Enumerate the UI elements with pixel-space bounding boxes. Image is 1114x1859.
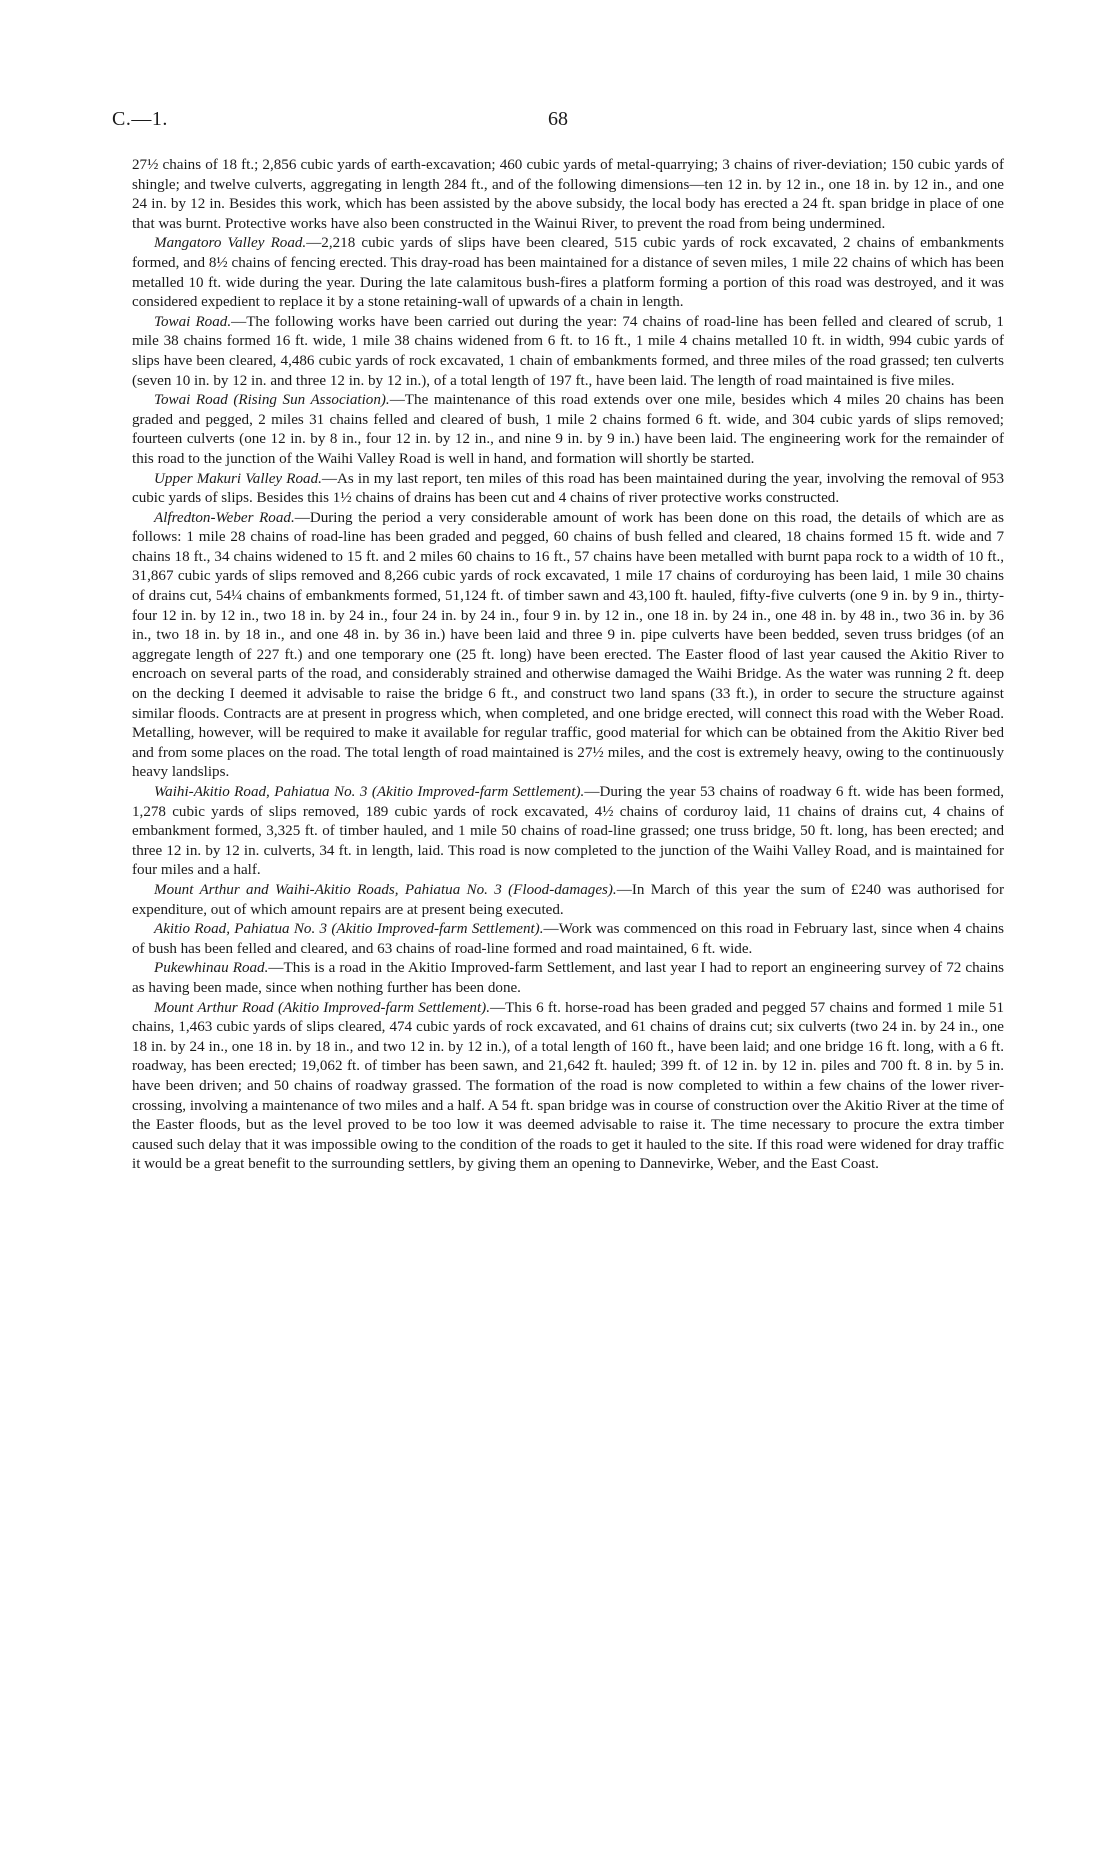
paragraph-title: Pukewhinau Road. <box>154 960 269 977</box>
paragraph-text: 27½ chains of 18 ft.; 2,856 cubic yards of earth-excavation; 460 cubic yards of metal-quarrying; 3 chains of river-deviation; 150 cubic yards of shingle; and twelve culverts, aggregating in length 284 ft., and of the following dimensions—ten 12 in. by 12 in., one 18 in. by 12 in., and one 24 in. by 12 in. Besides this work, which has been assisted by the above subsidy, the local body has erected a 24 ft. span bridge in place of one that was burnt. Protective works have also been constructed in the Wainui River, to prevent the road from being undermined. <box>132 157 1004 232</box>
page-number: 68 <box>548 108 568 130</box>
paragraph-akitio-road <box>132 920 1004 959</box>
paragraph-text: —During the year 53 chains of roadway 6 ft. wide has been formed, 1,278 cubic yards of slips removed, 189 cubic yards of rock excavated, 4½ chains of corduroy laid, 11 chains of drains cut, 4 chains of embankment formed, 3,325 ft. of timber hauled, and 1 mile 50 chains of road-line grassed; one truss bridge, 50 ft. long, has been erected; and three 12 in. by 12 in. culverts, 34 ft. in length, laid. This road is now completed to the junction of the Waihi Valley Road, and is maintained for four miles and a half. <box>132 784 1005 879</box>
page-header <box>112 108 1004 138</box>
paragraph-text: —In March of this year the sum of £240 was authorised for expenditure, out of which amount repairs are at present being executed. <box>132 881 1004 918</box>
paragraph-towai-road-rising-sun <box>132 391 1004 469</box>
paragraph-towai-road <box>132 313 1004 391</box>
paragraph-flood-damages <box>132 881 1004 920</box>
paragraph-title: Alfredton-Weber Road. <box>154 509 295 526</box>
paragraph-mangatoro-valley-road <box>132 234 1004 312</box>
paragraph-text: —The maintenance of this road extends over one mile, besides which 4 miles 20 chains has been graded and pegged, 2 miles 31 chains felled and cleared of bush, 1 mile 2 chains formed 6 ft. wide, and 304 cubic yards of slips removed; fourteen culverts (one 12 in. by 8 in., four 12 in. by 12 in., and nine 9 in. by 9 in.) have been laid. The engineering work for the remainder of this road to the junction of the Waihi Valley Road is well in hand, and formation will shortly be started. <box>132 392 1004 467</box>
paragraph-title: Waihi-Akitio Road, Pahiatua No. 3 (Akitio Improved-farm Settlement). <box>154 784 585 800</box>
paragraph-title: Towai Road. <box>154 313 232 330</box>
document-reference: C.—1. <box>112 108 168 130</box>
paragraph-title: Mount Arthur Road (Akitio Improved-farm Settlement). <box>154 999 490 1016</box>
paragraph-waihi-akitio-road <box>132 783 1004 881</box>
paragraph-pukewhinau-road <box>132 959 1004 998</box>
report-body <box>132 156 1004 1175</box>
paragraph-alfredton-weber-road <box>132 509 1004 783</box>
paragraph-mount-arthur-road <box>132 999 1004 1175</box>
paragraph-title: Mangatoro Valley Road. <box>154 235 307 252</box>
paragraph-text: —This is a road in the Akitio Improved-farm Settlement, and last year I had to report an engineering survey of 72 chains as having been made, since when nothing further has been done. <box>132 960 1004 996</box>
paragraph-text: —Work was commenced on this road in February last, since when 4 chains of bush has been felled and cleared, and 63 chains of road-line formed and road maintained, 6 ft. wide. <box>132 921 1004 957</box>
paragraph-text: —2,218 cubic yards of slips have been cleared, 515 cubic yards of rock excavated, 2 chains of embankments formed, and 8½ chains of fencing erected. This dray-road has been maintained for a distance of seven miles, 1 mile 22 chains of which has been metalled 10 ft. wide during the year. During the late calamitous bush-fires a platform forming a portion of this road was destroyed, and it was considered expedient to replace it by a stone retaining-wall of upwards of a chain in length. <box>132 235 1004 311</box>
paragraph-text: —During the period a very considerable amount of work has been done on this road, the details of which are as follows: 1 mile 28 chains of road-line has been graded and pegged, 60 chains of bush felled and cleared, 18 chains formed 15 ft. wide and 7 chains 18 ft., 34 chains widened to 15 ft. and 2 miles 60 chains to 16 ft., 57 chains have been metalled with burnt papa rock to a width of 10 ft., 31,867 cubic yards of slips removed and 8,266 cubic yards of rock excavated, 1 mile 17 chains of corduroying has been laid, 1 mile 30 chains of drains cut, 54¼ chains of embankments formed, 51,124 ft. of timber sawn and 43,100 ft. hauled, fifty-five culverts (one 9 in. by 9 in., thirty-four 12 in. by 12 in., two 18 in. by 24 in., four 24 in. by 24 in., four 9 in. by 12 in., one 18 in. by 24 in., one 48 in. by 48 in., two 36 in. by 36 in., two 18 in. by 18 in., and one 48 in. by 36 in.) have been laid and three 9 in. pipe culverts have been bedded, seven truss bridges (of an aggregate length of 227 ft.) and one temporary one (25 ft. long) have been erected. The Easter flood of last year caused the Akitio River to encroach on several parts of the road, and considerably strained and otherwise damaged the Waihi Bridge. As the water was running 2 ft. deep on the decking I deemed it advisable to raise the bridge 6 ft., and construct two land spans (33 ft.), in order to secure the structure against similar floods. Contracts are at present in progress which, when completed, and one bridge erected, will connect this road with the Weber Road. Metalling, however, will be required to make it available for regular traffic, good material for which can be obtained from the Akitio River bed and from some places on the road. The total length of road maintained is 27½ miles, and the cost is extremely heavy, owing to the continuously heavy landslips. <box>132 509 1004 781</box>
paragraph-title: Towai Road (Rising Sun Association). <box>154 392 390 409</box>
paragraph-text: —As in my last report, ten miles of this road has been maintained during the year, involving the removal of 953 cubic yards of slips. Besides this 1½ chains of drains has been cut and 4 chains of river protective works constructed. <box>132 470 1004 507</box>
paragraph-title: Akitio Road, Pahiatua No. 3 (Akitio Improved-farm Settlement). <box>154 921 544 938</box>
paragraph-upper-makuri-valley-road <box>132 470 1004 509</box>
paragraph-text: —This 6 ft. horse-road has been graded and pegged 57 chains and formed 1 mile 51 chains, 1,463 cubic yards of slips cleared, 474 cubic yards of rock excavated, and 61 chains of drains cut; six culverts (two 24 in. by 24 in., one 18 in. by 24 in., one 18 in. by 18 in., and two 12 in. by 12 in.), of a total length of 160 ft., have been laid; and one bridge 16 ft. long, with a 6 ft. roadway, has been erected; 19,062 ft. of timber has been sawn, and 21,642 ft. hauled; 399 ft. of 12 in. by 12 in. piles and 700 ft. 8 in. by 5 in. have been driven; and 50 chains of roadway grassed. The formation of the road is now completed to within a few chains of the lower river-crossing, involving a maintenance of two miles and a half. A 54 ft. span bridge was in course of construction over the Akitio River at the time of the Easter floods, but as the level proved to be too low it was deemed advisable to raise it. The time necessary to procure the extra timber caused such delay that it was impossible owing to the condition of the roads to get it hauled to the site. If this road were widened for dray traffic it would be a great benefit to the surrounding settlers, by giving them an opening to Dannevirke, Weber, and the East Coast. <box>132 999 1004 1173</box>
paragraph-continuation <box>132 156 1004 234</box>
paragraph-text: —The following works have been carried out during the year: 74 chains of road-line has been felled and cleared of scrub, 1 mile 38 chains formed 16 ft. wide, 1 mile 38 chains widened from 6 ft. to 16 ft., 1 mile 4 chains metalled 10 ft. in width, 994 cubic yards of slips have been cleared, 4,486 cubic yards of rock excavated, 1 chain of embankments formed, and three miles of the road grassed; ten culverts (seven 10 in. by 12 in. and three 12 in. by 12 in.), of a total length of 197 ft., have been laid. The length of road maintained is five miles. <box>132 313 1004 389</box>
paragraph-title: Mount Arthur and Waihi-Akitio Roads, Pahiatua No. 3 (Flood-damages). <box>154 881 617 898</box>
paragraph-title: Upper Makuri Valley Road. <box>154 470 322 487</box>
